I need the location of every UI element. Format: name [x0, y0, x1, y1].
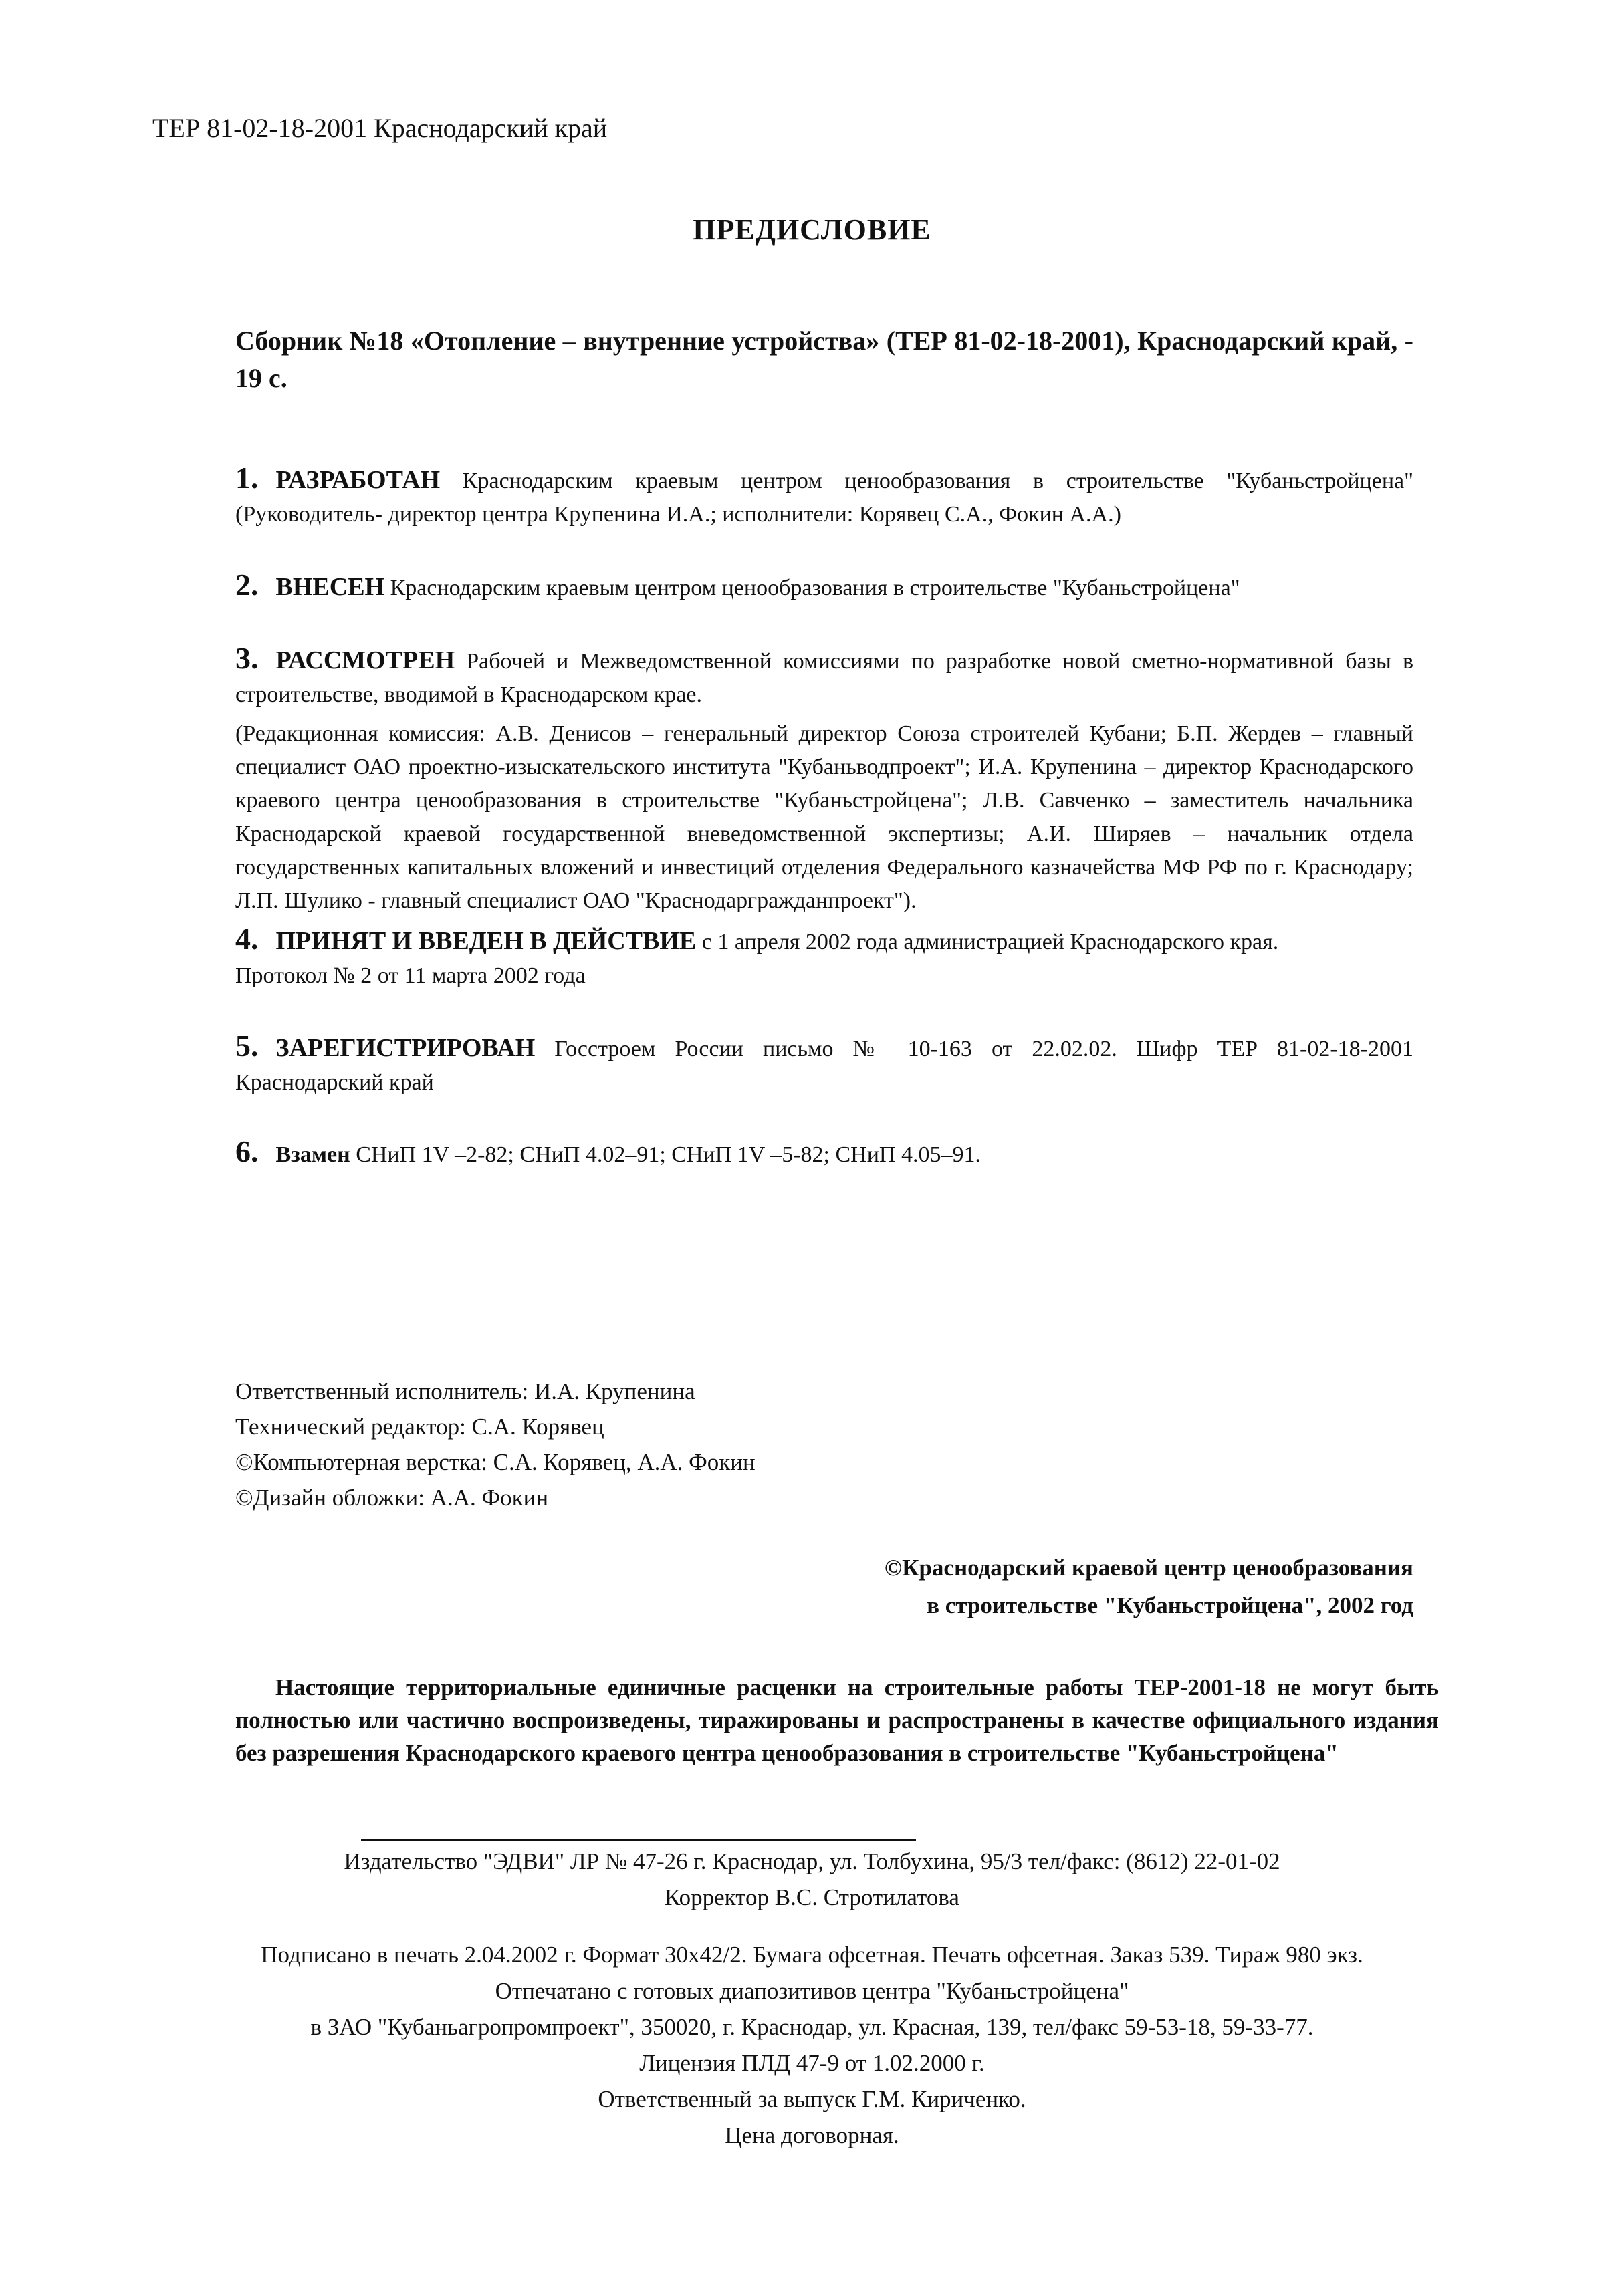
copyright-line: ©Краснодарский краевой центр ценообразования [884, 1555, 1413, 1581]
printing-line: Лицензия ПЛД 47-9 от 1.02.2000 г. [639, 2050, 985, 2076]
item-keyword: Взамен [275, 1142, 350, 1167]
publisher-info [0, 1843, 1624, 1916]
item-keyword: ЗАРЕГИСТРИРОВАН [275, 1034, 536, 1062]
printing-line: Подписано в печать 2.04.2002 г. Формат 30х42/2. Бумага офсетная. Печать офсетная. Заказ 539. Тираж 980 экз. [261, 1942, 1363, 1968]
credit-line: Технический редактор: С.А. Корявец [235, 1414, 604, 1440]
item-number: 5. [235, 1029, 259, 1063]
page-title: ПРЕДИСЛОВИЕ [693, 213, 931, 246]
item-text: Краснодарским краевым центром ценообразования в строительстве "Кубаньстройцена" (Руководитель- директор центра Крупенина И.А.; исполнители: Корявец С.А., Фокин А.А.) [235, 469, 1414, 527]
credit-line: ©Компьютерная верстка: С.А. Корявец, А.А. Фокин [235, 1449, 756, 1475]
item-replaces [235, 1135, 1413, 1172]
item-text: с 1 апреля 2002 года администрацией Краснодарского края. [701, 930, 1279, 954]
item-number: 2. [235, 567, 259, 602]
printing-line: в ЗАО "Кубаньагропромпроект", 350020, г. Краснодар, ул. Красная, 139, тел/факс 59-53-18, 59-33-77. [310, 2014, 1314, 2040]
item-developed [235, 461, 1413, 531]
printing-line: Ответственный за выпуск Г.М. Кириченко. [598, 2086, 1026, 2112]
corrector-line: Корректор В.С. Стротилатова [665, 1884, 959, 1910]
credits [235, 1374, 756, 1515]
item-keyword: РАЗРАБОТАН [275, 466, 441, 494]
item-submitted [235, 568, 1413, 605]
editorial-commission-note: (Редакционная комиссия: А.В. Денисов – генеральный директор Союза строителей Кубани; Б.П. Жердев – главный специалист ОАО проектно-изыскательского института "Кубаньводпроект"; И.А. Крупенина – директор Краснодарского краевого центра ценообразования в строительстве "Кубаньстройцена"; Л.В. Савченко – заместитель начальника Краснодарской краевой государственной вневедомственной экспертизы; А.И. Ширяев – начальник отдела государственных капитальных вложений и инвестиций отделения Федерального казначейства МФ РФ по г. Краснодару; Л.П. Шулико - главный специалист ОАО "Краснодаргражданпроект"). [235, 721, 1413, 913]
item-text: Краснодарским краевым центром ценообразования в строительстве "Кубаньстройцена" [390, 576, 1240, 600]
item-text: Рабочей и Межведомственной комиссиями по разработке новой сметно-нормативной базы в строительстве, вводимой в Краснодарском крае. [235, 649, 1413, 707]
item-text: СНиП 1V –2-82; СНиП 4.02–91; СНиП 1V –5-82; СНиП 4.05–91. [356, 1142, 981, 1167]
credit-line: Ответственный исполнитель: И.А. Крупенина [235, 1378, 695, 1404]
item-adopted [235, 922, 1413, 993]
collection-title: Сборник №18 «Отопление – внутренние устройства» (ТЕР 81-02-18-2001), Краснодарский край, - 19 с. [235, 326, 1413, 393]
price-line: Цена договорная. [725, 2122, 899, 2148]
item-keyword: ВНЕСЕН [275, 573, 385, 601]
item-number: 1. [235, 461, 259, 495]
copyright-line: в строительстве "Кубаньстройцена", 2002 год [927, 1592, 1413, 1618]
printing-info [0, 1937, 1624, 2154]
printing-line: Отпечатано с готовых диапозитивов центра "Кубаньстройцена" [495, 1978, 1129, 2004]
credit-line: ©Дизайн обложки: А.А. Фокин [235, 1485, 549, 1511]
copyright-block [885, 1549, 1413, 1624]
item-number: 4. [235, 922, 259, 956]
divider [361, 1839, 916, 1841]
item-number: 3. [235, 641, 259, 675]
item-text: Госстроем России письмо № 10-163 от 22.02.02. Шифр ТЕР 81-02-18-2001 Краснодарский край [235, 1037, 1414, 1095]
running-header: ТЕР 81-02-18-2001 Краснодарский край [152, 113, 608, 143]
protocol-note: Протокол № 2 от 11 марта 2002 года [235, 963, 586, 988]
reproduction-notice: Настоящие территориальные единичные расценки на строительные работы ТЕР-2001-18 не могут быть полностью или частично воспроизведены, тиражированы и распространены в качестве официального издания без разрешения Краснодарского краевого центра ценообразования в строительстве "Кубаньстройцена" [235, 1674, 1439, 1766]
item-keyword: РАССМОТРЕН [275, 646, 455, 674]
publisher-line: Издательство "ЭДВИ" ЛР № 47-26 г. Краснодар, ул. Толбухина, 95/3 тел/факс: (8612) 22-01-02 [344, 1848, 1280, 1874]
item-reviewed [235, 642, 1413, 918]
item-registered [235, 1029, 1413, 1100]
item-keyword: ПРИНЯТ И ВВЕДЕН В ДЕЙСТВИЕ [275, 927, 697, 955]
item-number: 6. [235, 1134, 259, 1168]
